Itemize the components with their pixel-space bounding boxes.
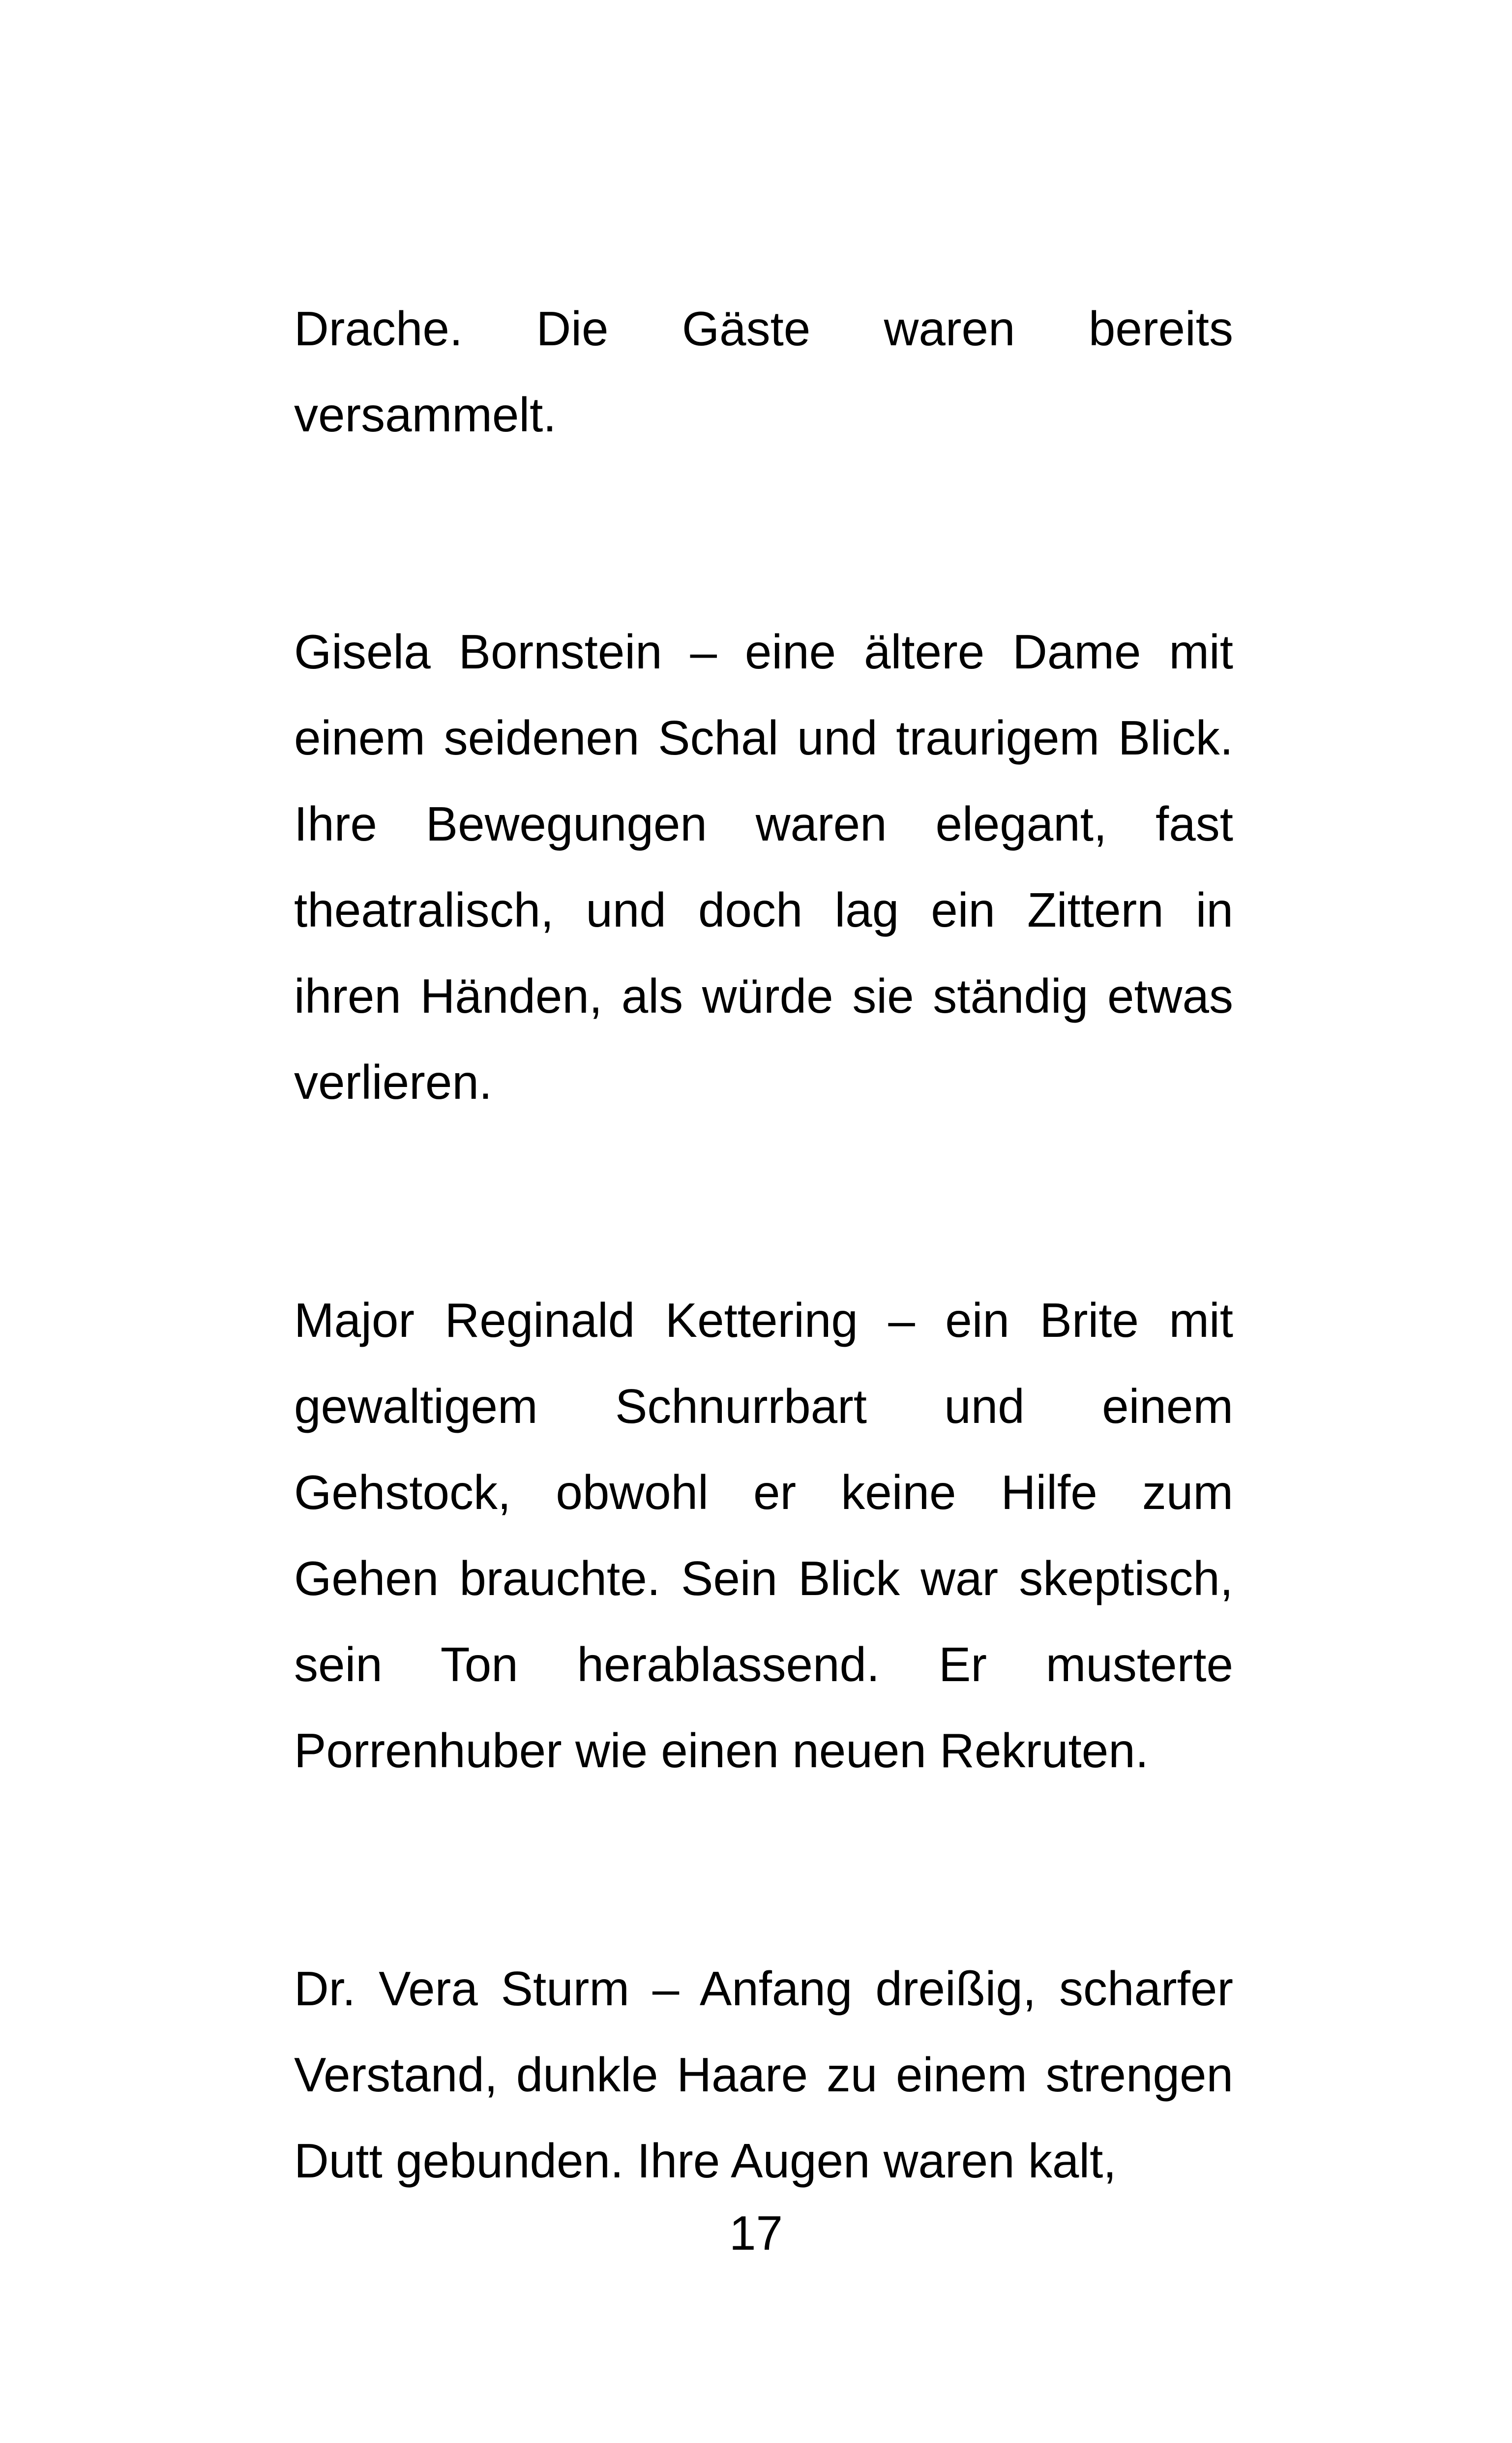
paragraph-4: Dr. Vera Sturm – Anfang dreißig, scharfer Verstand, dunkle Haare zu einem strengen Dutt gebunden. Ihre Augen waren kalt, [294, 1961, 1233, 2188]
paragraph-1: Drache. Die Gäste waren bereits versammelt. [294, 302, 1233, 442]
paragraph-3-block [294, 1277, 1233, 1794]
paragraph-1-block [294, 286, 1233, 458]
paragraph-3: Major Reginald Kettering – ein Brite mit gewaltigem Schnurrbart und einem Gehstock, obwohl er keine Hilfe zum Gehen brauchte. Sein Blick war skeptisch, sein Ton herablassend. Er musterte Porrenhuber wie einen neuen Rekruten. [294, 1293, 1233, 1778]
page-number: 17 [729, 2206, 783, 2260]
paragraph-4-block [294, 1946, 1233, 2204]
paragraph-2-block [294, 609, 1233, 1125]
paragraph-2: Gisela Bornstein – eine ältere Dame mit einem seidenen Schal und traurigem Blick. Ihre Bewegungen waren elegant, fast theatralisch, und doch lag ein Zittern in ihren Händen, als würde sie ständig etwas verlieren. [294, 625, 1233, 1109]
